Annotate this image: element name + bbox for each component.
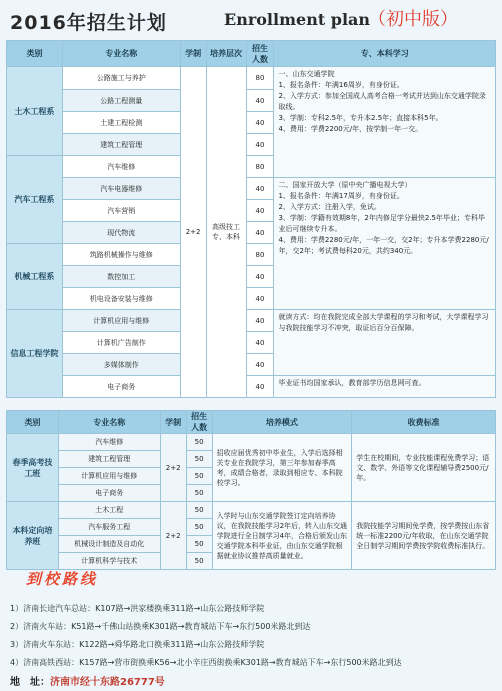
fee-cell: 学生在校期间，专业技能课程免费学习；语文、数学、外语等文化课程辅导费2500元/年。 <box>352 434 496 502</box>
major-cell: 电子商务 <box>58 485 160 502</box>
major-cell: 建筑工程管理 <box>58 451 160 468</box>
major-cell: 土建工程检测 <box>62 112 180 134</box>
page-title-en: Enrollment plan <box>224 10 371 29</box>
count-cell: 80 <box>246 156 274 178</box>
major-cell: 数控加工 <box>62 266 180 288</box>
table-row <box>7 376 496 398</box>
table-header-row <box>7 411 496 434</box>
level-cell: 高级技工专、本科 <box>206 67 246 398</box>
fee-cell: 我院技能学习期间免学费，按学费按山东省统一标准2200元/年收取，在山东交通学院全日制学习期间学费按学院收费标准执行。 <box>352 502 496 570</box>
duration-cell: 2+2 <box>180 67 206 398</box>
major-cell: 土木工程 <box>58 502 160 519</box>
major-cell: 汽车维修 <box>58 434 160 451</box>
major-cell: 公路工程测量 <box>62 90 180 112</box>
table-row <box>7 178 496 200</box>
major-cell: 汽车维修 <box>62 156 180 178</box>
route-line: 3）济南火车东站：K122路→舜华路北口换乘311路→山东公路技师学院 <box>10 640 265 649</box>
special-class-table <box>6 410 496 570</box>
major-cell: 计算机应用与维修 <box>62 310 180 332</box>
count-cell: 50 <box>186 485 212 502</box>
count-cell: 40 <box>246 354 274 376</box>
table-header-row <box>7 41 496 67</box>
count-cell: 80 <box>246 244 274 266</box>
table-row <box>7 67 496 90</box>
category-cell: 汽车工程系 <box>7 156 63 244</box>
enrollment-table <box>6 40 496 398</box>
col-header: 培养层次 <box>206 41 246 67</box>
major-cell: 现代物流 <box>62 222 180 244</box>
count-cell: 50 <box>186 451 212 468</box>
count-cell: 40 <box>246 222 274 244</box>
category-cell: 本科定向培养班 <box>7 502 59 570</box>
count-cell: 40 <box>246 90 274 112</box>
count-cell: 40 <box>246 134 274 156</box>
address-label: 地 址： <box>10 677 50 688</box>
count-cell: 40 <box>246 310 274 332</box>
major-cell: 汽车服务工程 <box>58 519 160 536</box>
major-cell: 汽车营销 <box>62 200 180 222</box>
count-cell: 50 <box>186 502 212 519</box>
major-cell: 汽车电器维修 <box>62 178 180 200</box>
address-value: 济南市经十东路26777号 <box>50 677 165 688</box>
count-cell: 40 <box>246 266 274 288</box>
count-cell: 50 <box>186 553 212 570</box>
major-cell: 计算机广告制作 <box>62 332 180 354</box>
mode-cell: 招收应届优秀初中毕业生，入学后选择相关专业在我院学习，第三年参加春季高考，成绩合格者，录取到相应专、本科院校学习。 <box>212 434 352 502</box>
col-header: 培养模式 <box>212 411 352 434</box>
count-cell: 50 <box>186 519 212 536</box>
address <box>10 673 165 688</box>
count-cell: 50 <box>186 536 212 553</box>
count-cell: 40 <box>246 200 274 222</box>
count-cell: 40 <box>246 178 274 200</box>
table-row <box>7 434 496 451</box>
col-header: 招生人数 <box>186 411 212 434</box>
col-header: 学制 <box>180 41 206 67</box>
category-cell: 信息工程学院 <box>7 310 63 398</box>
table-row <box>7 310 496 332</box>
route-title: 到校路线 <box>26 570 99 588</box>
count-cell: 50 <box>186 468 212 485</box>
count-cell: 50 <box>186 434 212 451</box>
major-cell: 机械设计制造及自动化 <box>58 536 160 553</box>
edition-tag: （初中版） <box>368 9 458 30</box>
route-line: 1）济南长途汽车总站：K107路→洪家楼换乘311路→山东公路技师学院 <box>10 604 265 613</box>
category-cell: 机械工程系 <box>7 244 63 310</box>
desc-study-mode: 就读方式：均在我院完成全部大学课程的学习和考试，大学课程学习与我院技能学习不冲突，取证后百分百保障。 <box>274 310 496 376</box>
col-header: 收费标准 <box>352 411 496 434</box>
major-cell: 建筑工程管理 <box>62 134 180 156</box>
route-line: 4）济南高铁西站：K157路→营市街换乘K56→北小辛庄西街换乘K301路→教育城站下车→东行500米路北到达 <box>10 658 402 667</box>
major-cell: 筑路机械操作与维修 <box>62 244 180 266</box>
major-cell: 计算机应用与维修 <box>58 468 160 485</box>
table-row <box>7 502 496 519</box>
major-cell: 计算机科学与技术 <box>58 553 160 570</box>
desc-open-university: 二、国家开放大学（原中央广播电视大学） 1、报名条件：年满17周岁，有身份证。 2、入学方式：注册入学，免试。 3、学制：学籍有效期8年，2年内修足学分最快2.5年毕业；专科毕业后可继续专升本。 4、费用：学费2280元/年，一年一交，交2年；专升本学费2280元/年，交2年；考试费每科20元，共约340元。 <box>274 178 496 310</box>
col-header: 类别 <box>7 41 63 67</box>
desc-certificate: 毕业证书均国家承认，教育部学历信息网可查。 <box>274 376 496 398</box>
col-header: 学制 <box>160 411 186 434</box>
route-line: 2）济南火车站：K51路→千佛山站换乘K301路→教育城站下车→东行500米路北到达 <box>10 622 311 631</box>
major-cell: 电子商务 <box>62 376 180 398</box>
header <box>6 2 496 40</box>
col-header: 类别 <box>7 411 59 434</box>
desc-shandong-jiaotong: 一、山东交通学院 1、报名条件：年满16周岁，有身份证。 2、入学方式：参加全国成人高考合格一考试并达到山东交通学院录取线。 3、学制：专科2.5年，专升本2.5年；直接本科5年。 4、费用：学费2200元/年，按学制一年一交。 <box>274 67 496 178</box>
count-cell: 40 <box>246 112 274 134</box>
major-cell: 机电设备安装与维修 <box>62 288 180 310</box>
count-cell: 80 <box>246 67 274 90</box>
count-cell: 40 <box>246 376 274 398</box>
mode-cell: 入学时与山东交通学院签订定向培养协议，在我院技能学习2年后，转入山东交通学院进行全日制学习4年，合格后颁发山东交通学院本科毕业证，由山东交通学院根据就业协议推荐高质量就业。 <box>212 502 352 570</box>
page-title: 2016年招生计划 <box>10 12 167 34</box>
duration-cell: 2+2 <box>160 434 186 502</box>
category-cell: 土木工程系 <box>7 67 63 156</box>
major-cell: 多媒体制作 <box>62 354 180 376</box>
major-cell: 公路施工与养护 <box>62 67 180 90</box>
col-header: 专、本科学习 <box>274 41 496 67</box>
category-cell: 春季高考技工班 <box>7 434 59 502</box>
col-header: 专业名称 <box>62 41 180 67</box>
col-header: 专业名称 <box>58 411 160 434</box>
duration-cell: 2+2 <box>160 502 186 570</box>
count-cell: 40 <box>246 288 274 310</box>
col-header: 招生人数 <box>246 41 274 67</box>
count-cell: 40 <box>246 332 274 354</box>
